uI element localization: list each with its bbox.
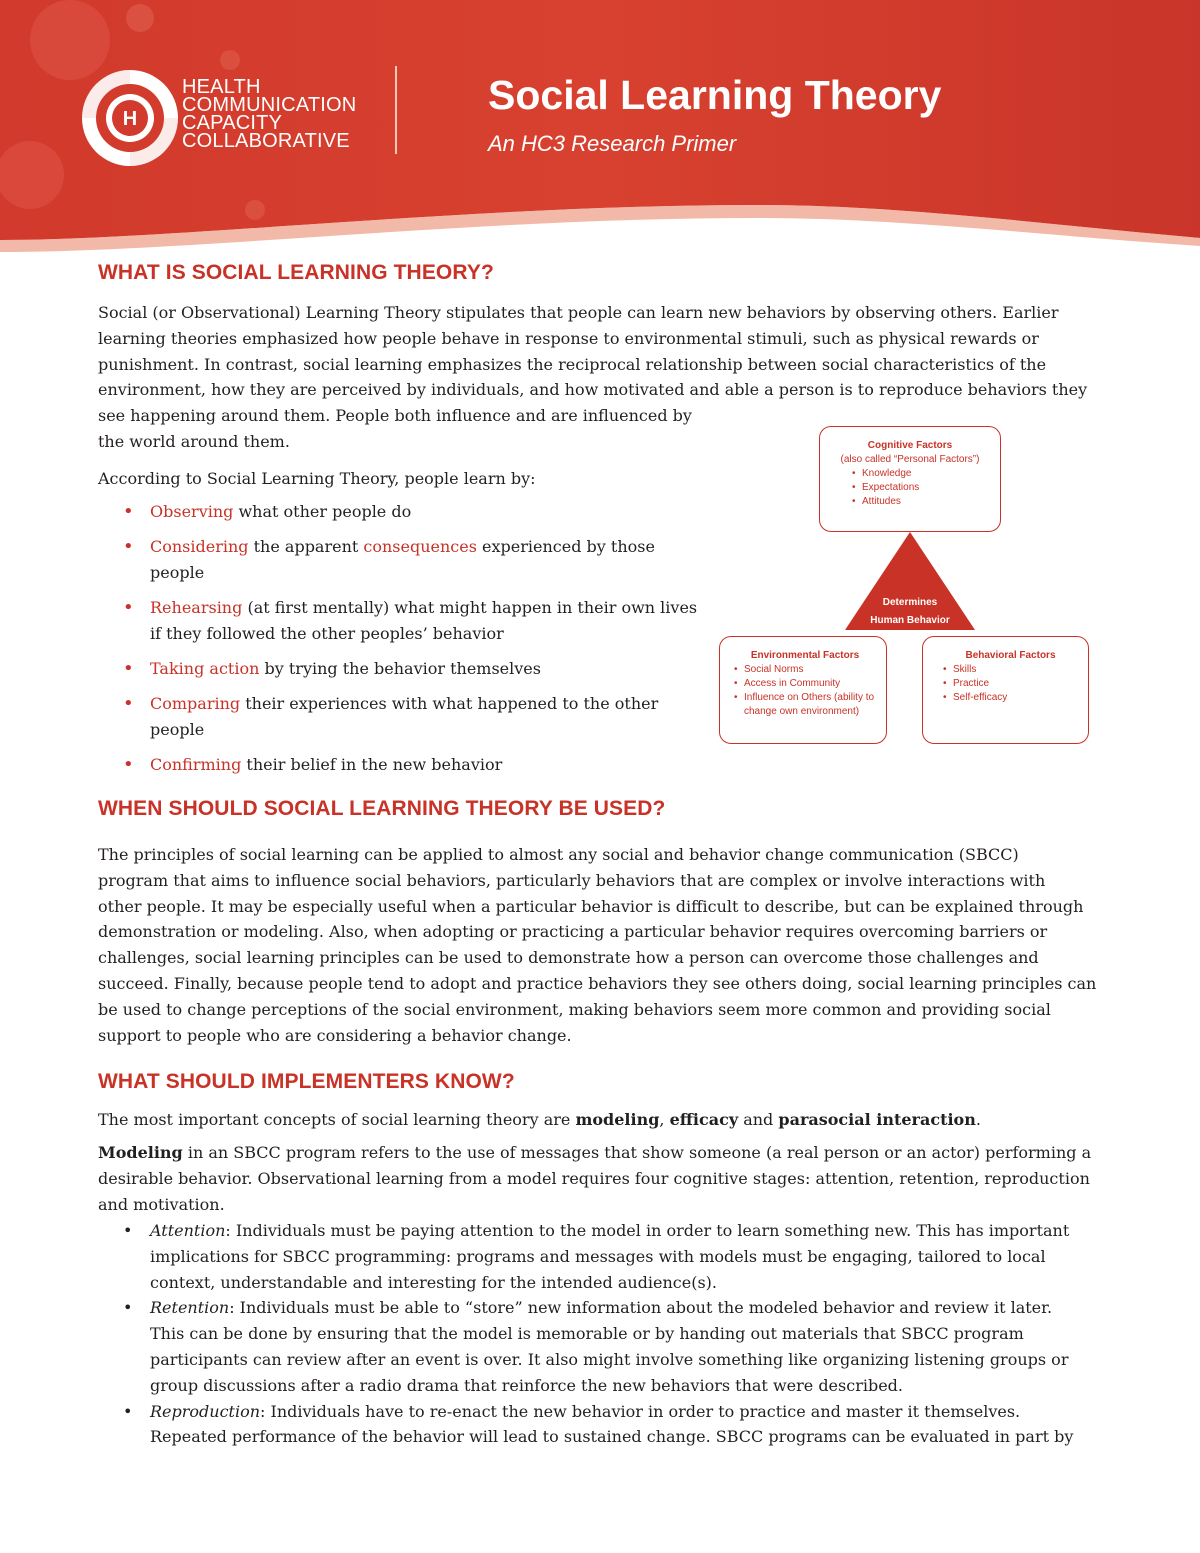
behavioral-factors-box (922, 636, 1089, 744)
text-line: other people. It may be especially useful when a particular behavior is difficult to describe, but can be explained through (98, 896, 1084, 916)
hc3-swirl-logo-icon (78, 66, 182, 170)
text-line: participants can review after an event is over. It also might involve something like organizing listening groups or (150, 1349, 1069, 1369)
text-line: succeed. Finally, because people tend to adopt and practice behaviors they see others doing, social learning principles can (98, 973, 1097, 993)
text-line: Repeated performance of the behavior will lead to sustained change. SBCC programs can be evaluated in part by (150, 1427, 1074, 1447)
list-item: • Knowledge (850, 467, 992, 481)
list-item: • Expectations (850, 481, 992, 495)
list-item: • Social Norms (732, 663, 878, 677)
list-item: • Rehearsing (at first mentally) what might happen in their own lives if they followed the other peoples’ behavior (120, 595, 710, 647)
list-item: • Taking action by trying the behavior themselves (120, 656, 710, 682)
section1-intro: According to Social Learning Theory, people learn by: (98, 469, 536, 488)
org-name-line: COMMUNICATION (182, 94, 357, 116)
triangle-label-line: Determines (882, 597, 938, 608)
list-item: • Attitudes (850, 495, 992, 509)
text-line: The principles of social learning can be applied to almost any social and behavior change communication (SBCC) (98, 845, 1019, 864)
text-line: This can be done by ensuring that the model is memorable or by handing out materials that SBCC program (150, 1324, 1024, 1344)
org-name (182, 78, 356, 150)
text-line: see happening around them. People both influence and are influenced by (98, 406, 692, 426)
org-name-line: CAPACITY (182, 112, 283, 134)
text-line: desirable behavior. Observational learning from a model requires four cognitive stages: attention, retention, reproduction (98, 1168, 1090, 1188)
text-line: program that aims to influence social behaviors, particularly behaviors that are complex or involve interactions with (98, 870, 1046, 890)
list-item: • Practice (941, 677, 1080, 691)
cognitive-stages-list (120, 1218, 1100, 1450)
list-item: • Considering the apparent consequences experienced by those people (120, 534, 710, 586)
section2-paragraph (98, 842, 1108, 1048)
text-line: context, understandable and interesting for the intended audience(s). (150, 1272, 717, 1292)
text-line: Social (or Observational) Learning Theory stipulates that people can learn new behaviors by observing others. Earlier (98, 303, 1059, 322)
org-name-line: HEALTH (182, 76, 261, 98)
list-item: • Influence on Others (ability to change own environment) (732, 691, 878, 719)
header-divider (395, 66, 397, 154)
text-line: be used to change perceptions of the social environment, making behaviors seem more common and providing social (98, 999, 1051, 1019)
text-line: learning theories emphasized how people behave in response to environmental stimuli, such as physical rewards or (98, 328, 1039, 348)
cognitive-factors-subtitle: (also called “Personal Factors”) (840, 454, 980, 465)
text-line: the world around them. (98, 431, 290, 451)
section-heading-implementers: WHAT SHOULD IMPLEMENTERS KNOW? (98, 1070, 515, 1093)
modeling-paragraph (98, 1140, 1108, 1217)
behavioral-factors-title: Behavioral Factors (965, 650, 1056, 661)
org-name-line: COLLABORATIVE (182, 130, 350, 152)
svg-text:H: H (122, 108, 138, 130)
section-heading-when-used: WHEN SHOULD SOCIAL LEARNING THEORY BE USED? (98, 797, 666, 820)
cognitive-factors-box (819, 426, 1001, 532)
text-line: group discussions after a radio drama that reinforce the new behaviors that were described. (150, 1375, 903, 1395)
environmental-factors-box (719, 636, 887, 744)
text-line: challenges, social learning principles can be used to demonstrate how a person can overcome those challenges and (98, 948, 1039, 968)
document-subtitle: An HC3 Research Primer (488, 131, 737, 156)
document-title: Social Learning Theory (488, 72, 942, 118)
text-line: Modeling in an SBCC program refers to the use of messages that show someone (a real person or an actor) performing a (98, 1143, 1092, 1162)
section-heading-what-is: WHAT IS SOCIAL LEARNING THEORY? (98, 261, 494, 284)
text-line: support to people who are considering a behavior change. (98, 1025, 572, 1045)
cognitive-factors-title: Cognitive Factors (867, 440, 953, 451)
text-line: demonstration or modeling. Also, when adopting or practicing a particular behavior requires overcoming barriers or (98, 922, 1048, 942)
text-line: punishment. In contrast, social learning emphasizes the reciprocal relationship between social characteristics of the (98, 354, 1047, 374)
list-item: • Observing what other people do (120, 499, 710, 525)
text-line: environment, how they are perceived by individuals, and how motivated and able a person is to reproduce behaviors they (98, 380, 1088, 400)
list-item: • Comparing their experiences with what happened to the other people (120, 691, 710, 743)
section3-intro: The most important concepts of social learning theory are modeling, efficacy and parasocial interaction. (98, 1110, 981, 1129)
text-line: and motivation. (98, 1194, 225, 1214)
learning-steps-list (120, 499, 710, 787)
list-item: • Reproduction: Individuals have to re-enact the new behavior in order to practice and master it themselves. Repeated performance of the behavior will lead to sustained change. SBCC programs can be evaluated in part by (120, 1399, 1100, 1451)
list-item: • Skills (941, 663, 1080, 677)
triangle-label (855, 594, 965, 630)
list-item: • Self-efficacy (941, 691, 1080, 705)
list-item: • Confirming their belief in the new behavior (120, 752, 710, 778)
list-item: • Retention: Individuals must be able to “store” new information about the modeled behavior and review it later. This can be done by ensuring that the model is memorable or by handing out materials that SBCC program participants can review after an event is over. It also might involve something like organizing listening groups or group discussions after a radio drama that reinforce the new behaviors that were described. (120, 1295, 1100, 1398)
header-banner (0, 0, 1200, 270)
social-learning-diagram (715, 422, 1115, 752)
environmental-factors-title: Environmental Factors (750, 650, 860, 661)
text-line: implications for SBCC programming: programs and messages with models must be engaging, tailored to local (150, 1246, 1046, 1266)
list-item: • Attention: Individuals must be paying attention to the model in order to learn something new. This has important implications for SBCC programming: programs and messages with models must be engaging, tailored to local context, understandable and interesting for the intended audience(s). (120, 1218, 1100, 1295)
triangle-label-line: Human Behavior (870, 615, 950, 626)
list-item: • Access in Community (732, 677, 878, 691)
